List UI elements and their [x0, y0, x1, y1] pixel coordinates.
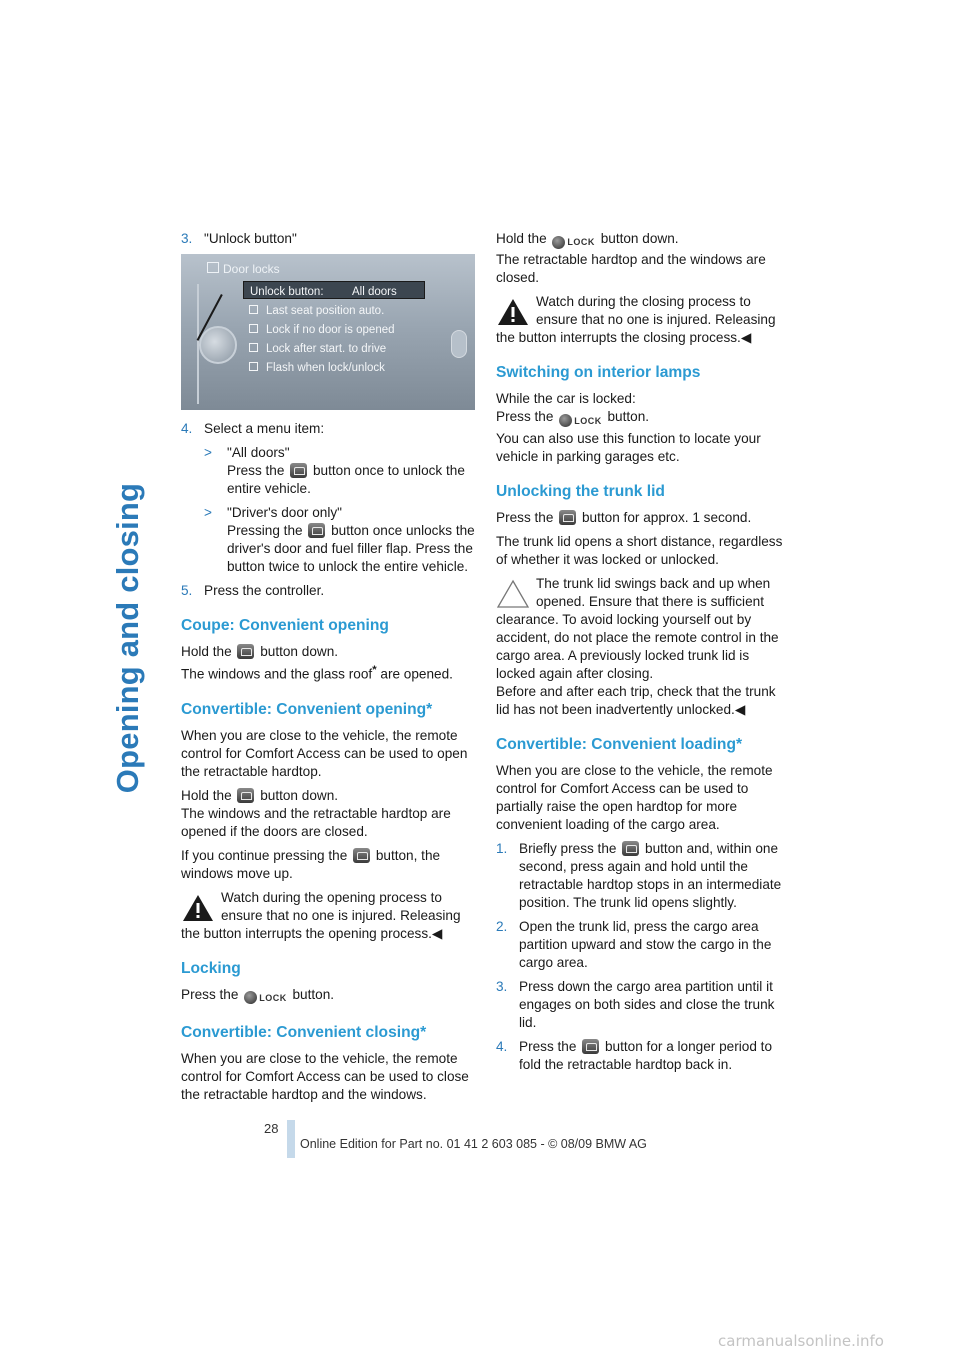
- menu-row: Flash when lock/unlock: [249, 359, 385, 377]
- heading-unlocking-trunk: Unlocking the trunk lid: [496, 482, 665, 500]
- checkbox-icon: [249, 343, 258, 352]
- trunk-button-icon: [622, 841, 639, 856]
- warning-note: Watch during the opening process to ensure that no one is injured. Releasing the button interrupts the opening process.◀: [181, 889, 461, 941]
- step-2: 2. Open the trunk lid, press the cargo area partition upward and stow the cargo in the cargo area.: [496, 918, 772, 970]
- heading-interior-lamps: Switching on interior lamps: [496, 364, 701, 382]
- step-number: 1.: [496, 840, 508, 856]
- controller-knob-icon: [199, 326, 237, 364]
- left-column: [181, 230, 475, 1110]
- paragraph: Hold the LOCK button down. The retractable hardtop and the windows are closed.: [496, 231, 766, 286]
- scroll-indicator-icon: [451, 330, 467, 358]
- heading-convertible-closing: Convertible: Convenient closing*: [181, 1023, 427, 1041]
- lock-button-icon: LOCK: [244, 989, 287, 1007]
- screen-frame-left: [187, 284, 199, 404]
- menu-row: Last seat position auto.: [249, 302, 384, 320]
- unlock-button-icon: [353, 848, 370, 863]
- paragraph: When you are close to the vehicle, the remote control for Comfort Access can be used to partially raise the open hardtop for more convenient loading of the cargo area.: [496, 762, 773, 832]
- step-3: [181, 230, 475, 248]
- step-number: 5.: [181, 583, 193, 598]
- checkbox-icon: [249, 362, 258, 371]
- watermark: carmanualsonline.info: [718, 1332, 884, 1350]
- step-number: 2.: [496, 918, 508, 934]
- page-number: 28: [264, 1121, 279, 1136]
- selected-label: Unlock button:: [250, 286, 324, 298]
- step-1: 1. Briefly press the button and, within one second, press again and hold until the retractable hardtop stops in an intermediate position. The trunk lid opens slightly.: [496, 840, 782, 910]
- checkbox-icon: [249, 305, 258, 314]
- heading-convertible-loading: Convertible: Convenient loading*: [496, 735, 743, 753]
- step-4: [181, 420, 475, 438]
- step-text: Select a menu item:: [204, 421, 325, 436]
- step-number: 4.: [181, 421, 193, 436]
- lock-button-icon: LOCK: [552, 233, 595, 251]
- step-number: 3.: [181, 231, 193, 246]
- bullet-arrow: >: [204, 445, 212, 460]
- chapter-side-title: [106, 228, 150, 1048]
- step-number: 4.: [496, 1038, 508, 1054]
- paragraph: Hold the button down. The windows and the glass roof* are opened.: [181, 644, 453, 682]
- unlock-button-icon: [290, 463, 307, 478]
- step-text: "Unlock button": [204, 231, 297, 246]
- footer-edition: Online Edition for Part no. 01 41 2 603 085 - © 08/09 BMW AG: [300, 1137, 647, 1151]
- lock-button-icon: LOCK: [559, 411, 602, 429]
- warning-note: Watch during the closing process to ensure that no one is injured. Releasing the button interrupts the closing process.◀: [496, 294, 776, 346]
- paragraph: If you continue pressing the button, the windows move up.: [181, 847, 441, 881]
- step-text: Press the controller.: [204, 583, 325, 598]
- paragraph: While the car is locked: Press the LOCK button. You can also use this function to locate your vehicle in parking garages etc.: [496, 391, 761, 464]
- step-number: 3.: [496, 978, 508, 994]
- menu-row: Lock if no door is opened: [249, 321, 395, 339]
- checkbox-icon: [249, 324, 258, 333]
- heading-locking: Locking: [181, 959, 241, 977]
- caution-triangle-icon: [496, 579, 530, 609]
- sub-item-all-doors: > "All doors" Press the button once to unlock the entire vehicle.: [204, 445, 465, 496]
- step-4: 4. Press the button for a longer period to fold the retractable hardtop back in.: [496, 1038, 772, 1072]
- paragraph: When you are close to the vehicle, the remote control for Comfort Access can be used to open the retractable hardtop.: [181, 727, 468, 779]
- bullet-arrow: >: [204, 505, 212, 520]
- sub-item-drivers-door: > "Driver's door only" Pressing the button once unlocks the driver's door and fuel filler flap. Press the button twice to unlock the entire vehicle.: [204, 505, 475, 574]
- unlock-button-icon: [308, 523, 325, 538]
- warning-triangle-icon: [181, 893, 215, 923]
- selected-value: All doors: [352, 286, 397, 298]
- selected-menu-row: [243, 281, 425, 299]
- right-column: [496, 230, 792, 1080]
- step-5: [181, 582, 475, 600]
- trunk-button-icon: [559, 510, 576, 525]
- paragraph: Hold the button down. The windows and the retractable hardtop are opened if the doors are closed.: [181, 787, 451, 839]
- warning-triangle-icon: [496, 297, 530, 327]
- step-3: 3. Press down the cargo area partition until it engages on both sides and close the trunk lid.: [496, 978, 775, 1030]
- heading-coupe-opening: Coupe: Convenient opening: [181, 617, 389, 634]
- paragraph: Press the button for approx. 1 second.: [496, 509, 752, 525]
- paragraph: The trunk lid opens a short distance, regardless of whether it was locked or unlocked.: [496, 533, 783, 567]
- unlock-button-icon: [237, 644, 254, 659]
- paragraph: Press the LOCK button.: [181, 986, 475, 1007]
- heading-convertible-opening: Convertible: Convenient opening*: [181, 700, 433, 718]
- footer-accent-bar: [287, 1120, 295, 1158]
- chapter-title-text: Opening and closing: [110, 482, 145, 794]
- door-lock-icon: [207, 262, 219, 273]
- idrive-screen-image: [181, 254, 475, 410]
- unlock-button-icon: [237, 788, 254, 803]
- unlock-button-icon: [582, 1039, 599, 1054]
- menu-row: Lock after start. to drive: [249, 340, 386, 358]
- screen-header: Door locks: [223, 262, 280, 276]
- paragraph: When you are close to the vehicle, the remote control for Comfort Access can be used to close the retractable hardtop and the windows.: [181, 1050, 469, 1102]
- caution-note: The trunk lid swings back and up when opened. Ensure that there is sufficient clearance. To avoid locking yourself out by accident, do not place the remote control in the cargo area. A previously locked trunk lid is locked again after closing. Before and after each trip, check that the trunk lid has not been inadvertently unlocked.◀: [496, 575, 779, 717]
